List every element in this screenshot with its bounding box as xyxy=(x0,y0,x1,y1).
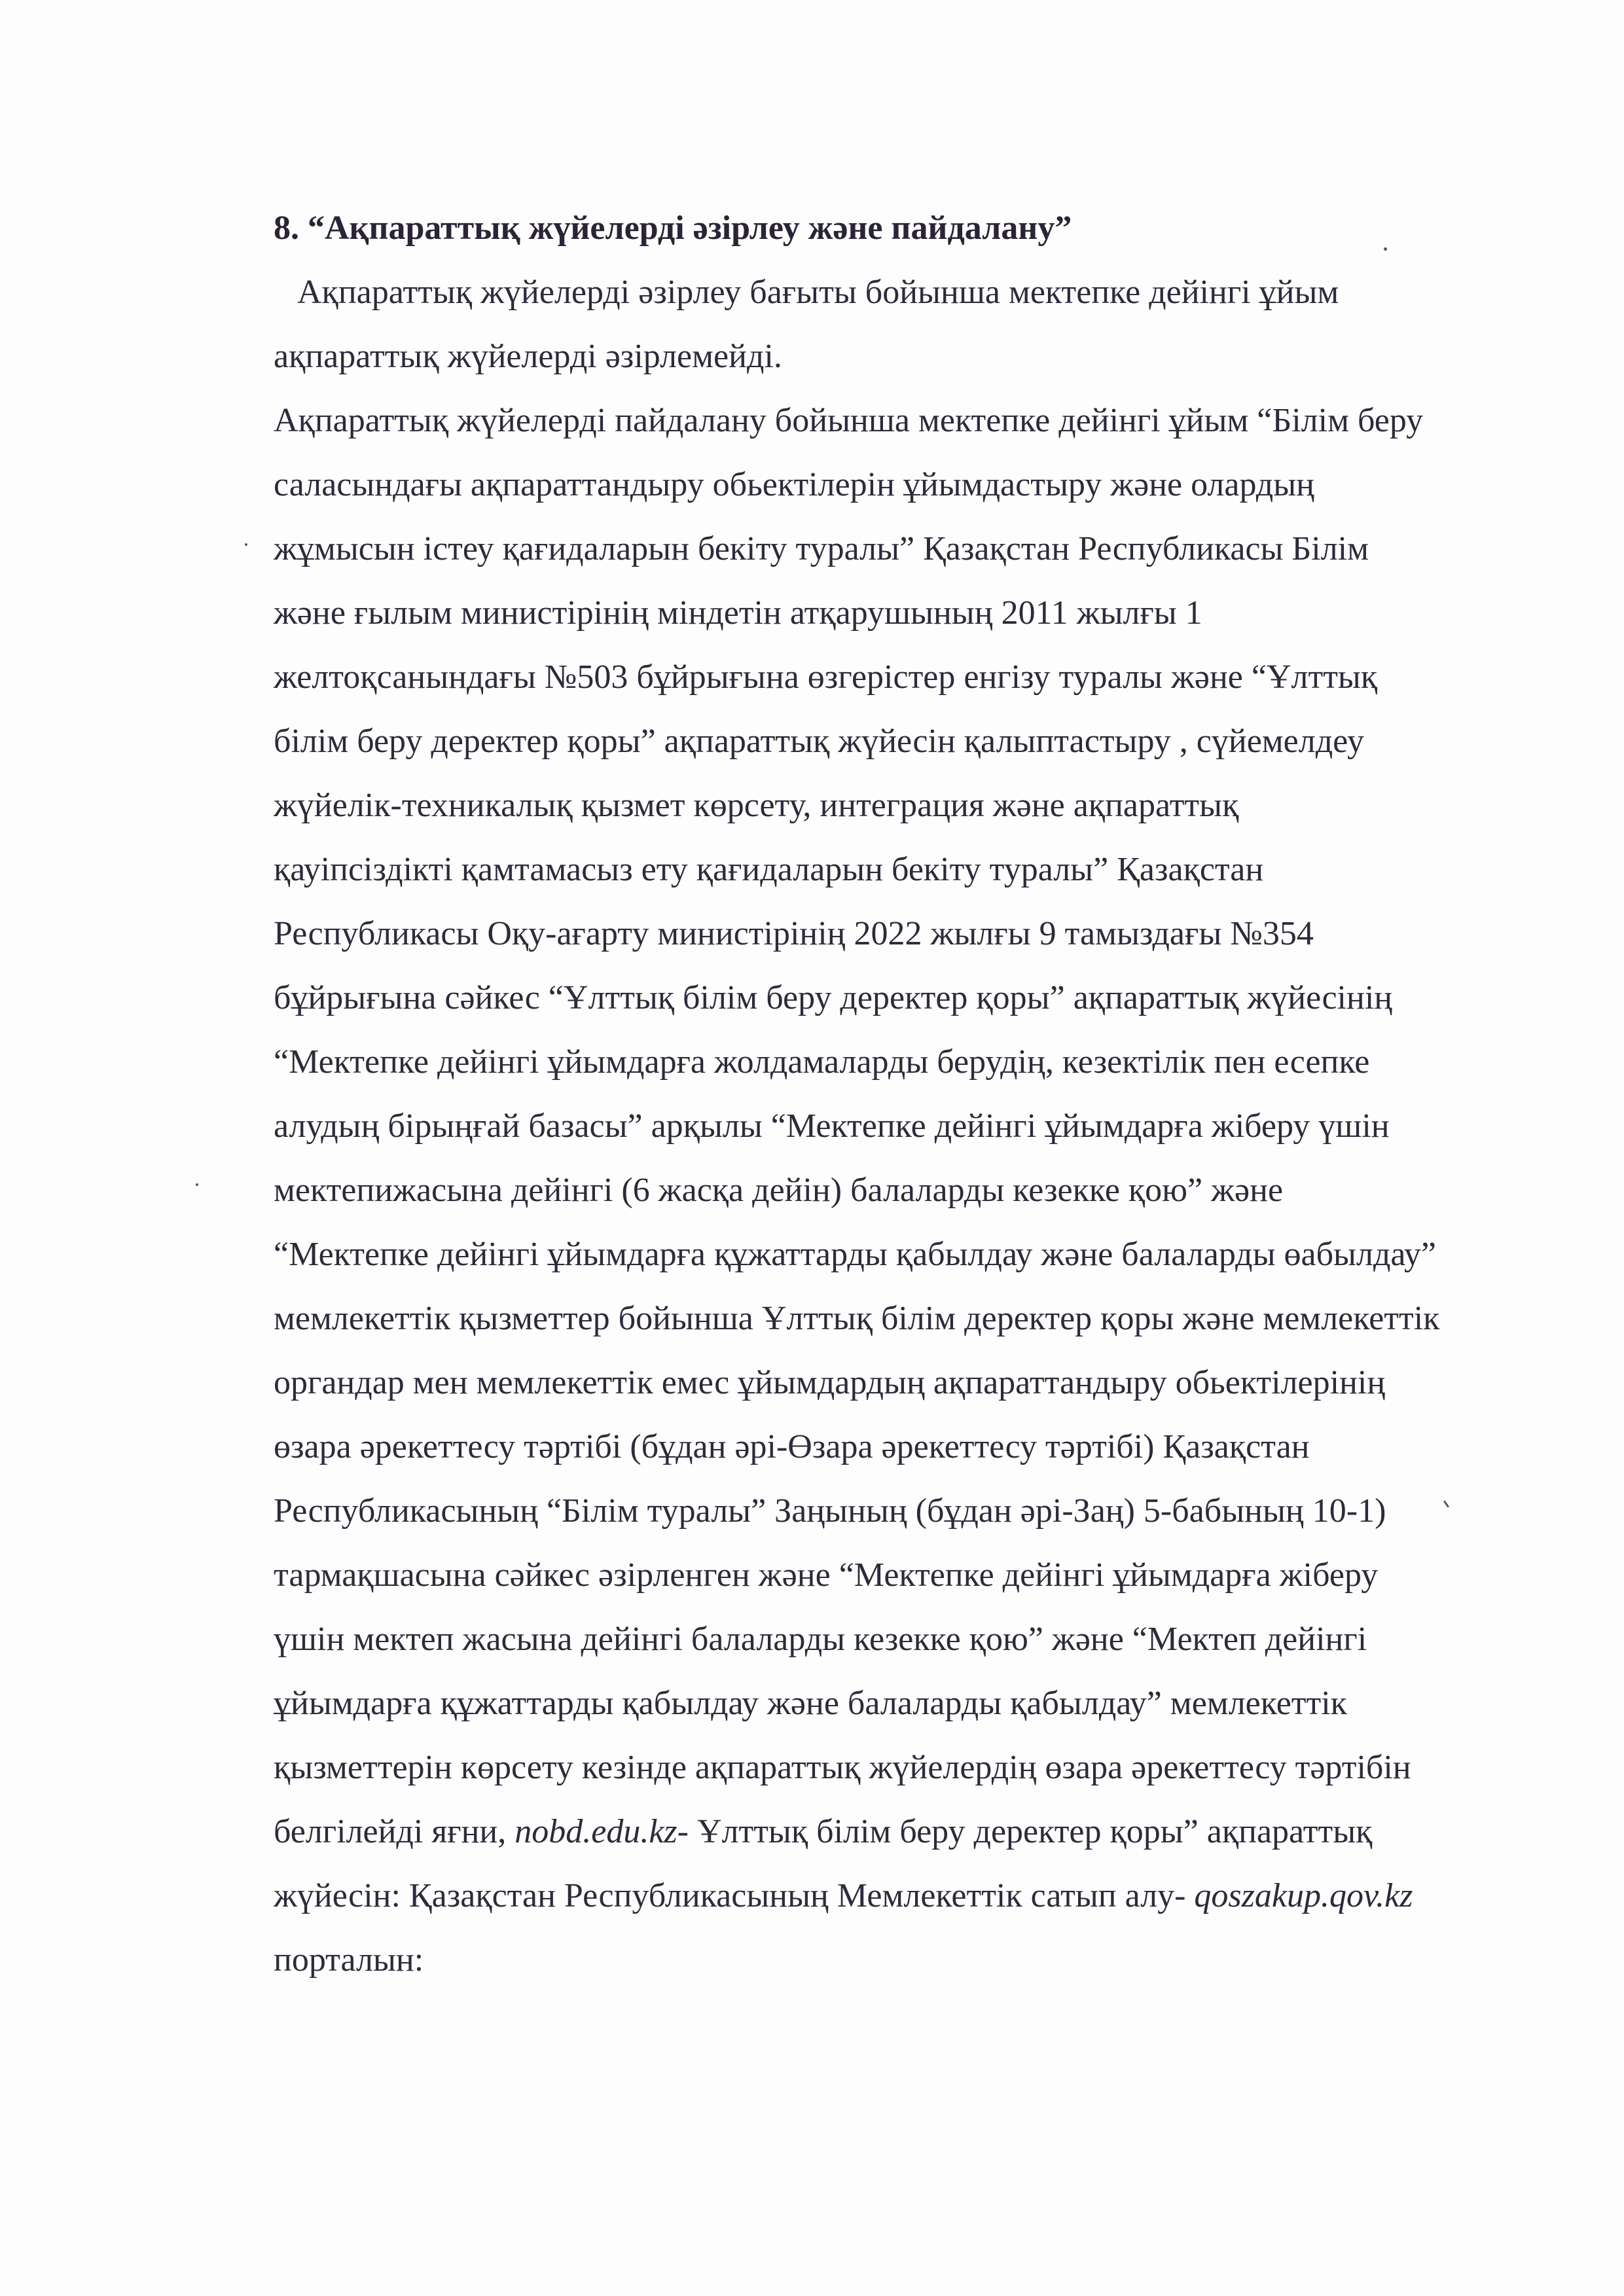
text-line: өзара әрекеттесу тәртібі (бұдан әрі-Өзара әрекеттесу тәртібі) Қазақстан xyxy=(274,1428,1310,1465)
nobd-site-reference: nobd.edu.kz xyxy=(514,1813,677,1850)
goszakup-site-reference: qoszakup.qov.kz xyxy=(1194,1877,1413,1914)
text-line: желтоқсанындағы №503 бұйрығына өзгерістер енгізу туралы және “Ұлттық xyxy=(274,658,1378,696)
text-fragment: белгілейді яғни, xyxy=(274,1813,515,1850)
text-line: жұмысын істеу қағидаларын бекіту туралы” Қазақстан Республикасы Білім xyxy=(274,530,1369,567)
text-line: қауіпсіздікті қамтамасыз ету қағидаларын бекіту туралы” Қазақстан xyxy=(274,851,1264,888)
text-line: қызметтерін көрсету кезінде ақпараттық жүйелердің өзара әрекеттесу тәртібін xyxy=(274,1749,1411,1786)
text-line: тармақшасына сәйкес әзірленген және “Мектепке дейінгі ұйымдарға жіберу xyxy=(274,1556,1379,1594)
text-line: ақпараттық жүйелерді әзірлемейді. xyxy=(274,338,782,375)
text-line: Республикасы Оқу-ағарту министірінің 2022 жылғы 9 тамыздағы №354 xyxy=(274,915,1314,952)
text-line: және ғылым министірінің міндетін атқарушының 2011 жылғы 1 xyxy=(274,594,1202,632)
text-line xyxy=(274,1864,1596,1928)
document-body xyxy=(274,196,1596,1992)
text-fragment: - Ұлттық білім беру деректер қоры” ақпараттық xyxy=(677,1813,1373,1850)
text-line: саласындағы ақпараттандыру обьектілерін ұйымдастыру және олардың xyxy=(274,466,1314,503)
text-line: ұйымдарға құжаттарды қабылдау және балаларды қабылдау” мемлекеттік xyxy=(274,1685,1347,1722)
text-line: алудың бірыңғай базасы” арқылы “Мектепке дейінгі ұйымдарға жіберу үшін xyxy=(274,1107,1390,1145)
paragraph-development xyxy=(274,260,1596,389)
text-line: порталын: xyxy=(274,1941,424,1979)
text-line: “Мектепке дейінгі ұйымдарға құжаттарды қабылдау және балаларды өабылдау” xyxy=(274,1236,1436,1273)
text-line: білім беру деректер қоры” ақпараттық жүйесін қалыптастыру , сүйемелдеу xyxy=(274,723,1364,760)
text-line: бұйрығына сәйкес “Ұлттық білім беру деректер қоры” ақпараттық жүйесінің xyxy=(274,979,1393,1016)
text-line xyxy=(274,1800,1596,1864)
text-line: мектепижасына дейінгі (6 жасқа дейін) балаларды кезекке қою” және xyxy=(274,1172,1284,1209)
text-line: Ақпараттық жүйелерді пайдалану бойынша мектепке дейінгі ұйым “Білім беру xyxy=(274,402,1424,439)
text-line: мемлекеттік қызметтер бойынша Ұлттық білім деректер қоры және мемлекеттік xyxy=(274,1300,1440,1337)
text-line: үшін мектеп жасына дейінгі балаларды кезекке қою” және “Мектеп дейінгі xyxy=(274,1621,1367,1658)
text-fragment: жүйесін: Қазақстан Республикасының Мемлекеттік сатып алу- xyxy=(274,1877,1195,1914)
text-line: “Мектепке дейінгі ұйымдарға жолдамаларды берудің, кезектілік пен есепке xyxy=(274,1043,1370,1081)
section-heading: 8. “Ақпараттық жүйелерді әзірлеу және пайдалану” xyxy=(274,209,1072,247)
text-line: Ақпараттық жүйелерді әзірлеу бағыты бойынша мектепке дейінгі ұйым xyxy=(297,274,1339,311)
text-line: Республикасының “Білім туралы” Заңының (бұдан әрі-Заң) 5-бабының 10-1) xyxy=(274,1492,1386,1530)
text-line: жүйелік-техникалық қызмет көрсету, интеграция және ақпараттық xyxy=(274,787,1239,824)
text-line: органдар мен мемлекеттік емес ұйымдардың ақпараттандыру обьектілерінің xyxy=(274,1364,1386,1401)
paragraph-usage xyxy=(274,389,1596,1992)
